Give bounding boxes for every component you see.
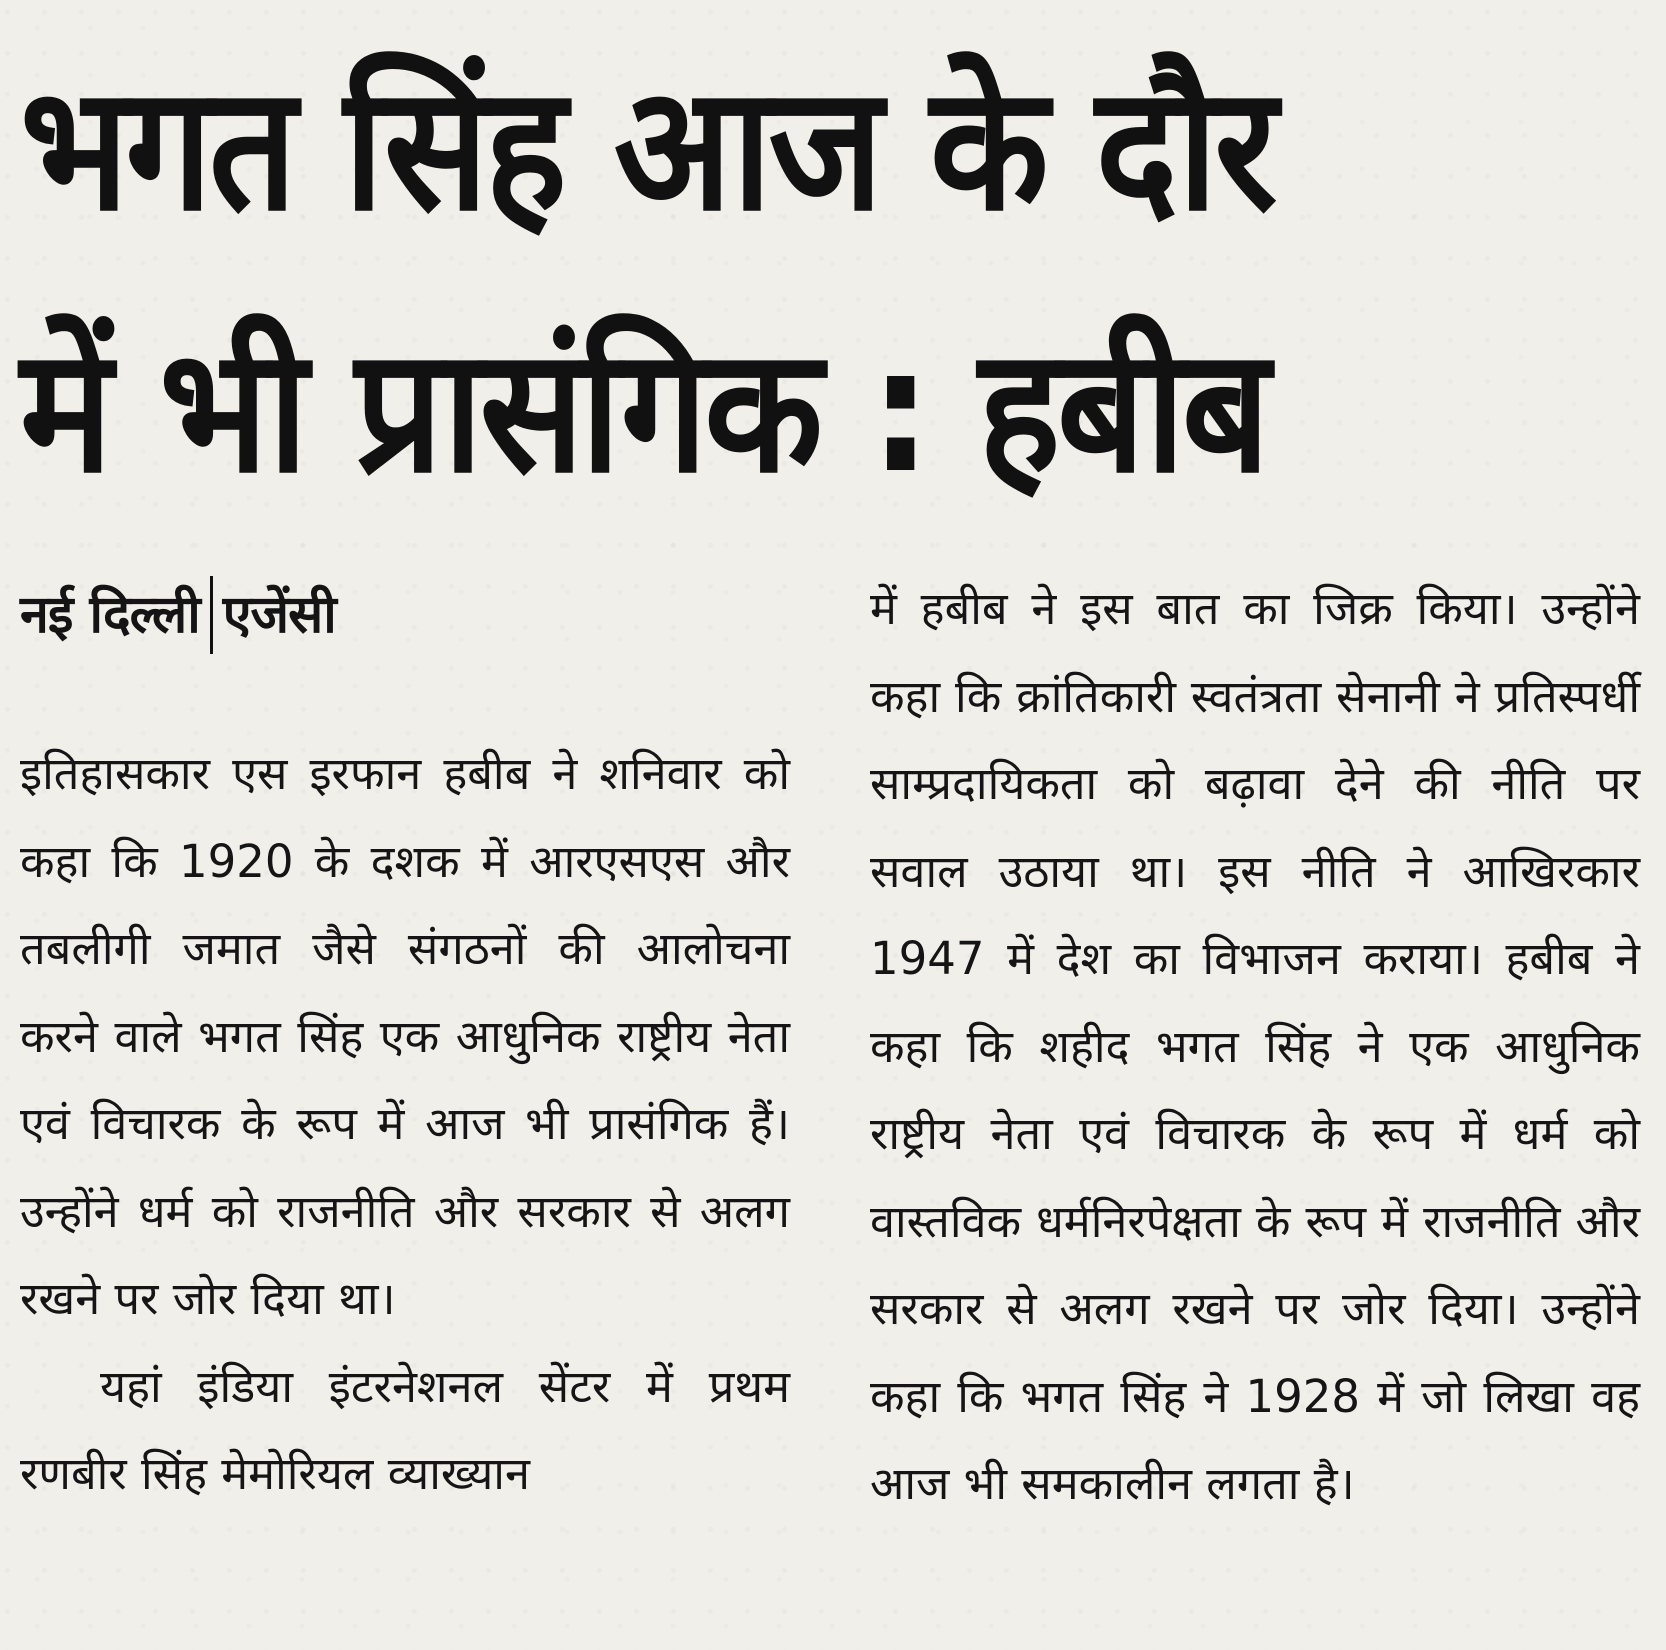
- dateline-place: नई दिल्ली: [20, 585, 200, 645]
- dateline: [20, 576, 336, 654]
- dateline-divider: [210, 576, 213, 654]
- headline: [20, 18, 1478, 542]
- article-column-right: [870, 565, 1640, 1528]
- article-column-left: [20, 730, 790, 1518]
- dateline-source: एजेंसी: [222, 585, 336, 645]
- headline-line-1: भगत सिंह आज के दौर: [20, 48, 1274, 249]
- headline-line-2: में भी प्रासंगिक : हबीब: [20, 310, 1267, 511]
- article-paragraph: में हबीब ने इस बात का जिक्र किया। उन्होंने कहा कि क्रांतिकारी स्वतंत्रता सेनानी ने प्रतिस्पर्धी साम्प्रदायिकता को बढ़ावा देने की नीति पर सवाल उठाया था। इस नीति ने आखिरकार 1947 में देश का विभाजन कराया। हबीब ने कहा कि शहीद भगत सिंह ने एक आधुनिक राष्ट्रीय नेता एवं विचारक के रूप में धर्म को वास्तविक धर्मनिरपेक्षता के रूप में राजनीति और सरकार से अलग रखने पर जोर दिया। उन्होंने कहा कि भगत सिंह ने 1928 में जो लिखा वह आज भी समकालीन लगता है।: [870, 582, 1640, 1510]
- article-paragraph: यहां इंडिया इंटरनेशनल सेंटर में प्रथम रणबीर सिंह मेमोरियल व्याख्यान: [20, 1359, 790, 1500]
- article-paragraph: इतिहासकार एस इरफान हबीब ने शनिवार को कहा कि 1920 के दशक में आरएसएस और तबलीगी जमात जैसे संगठनों की आलोचना करने वाले भगत सिंह एक आधुनिक राष्ट्रीय नेता एवं विचारक के रूप में आज भी प्रासंगिक हैं। उन्होंने धर्म को राजनीति और सरकार से अलग रखने पर जोर दिया था।: [20, 747, 790, 1325]
